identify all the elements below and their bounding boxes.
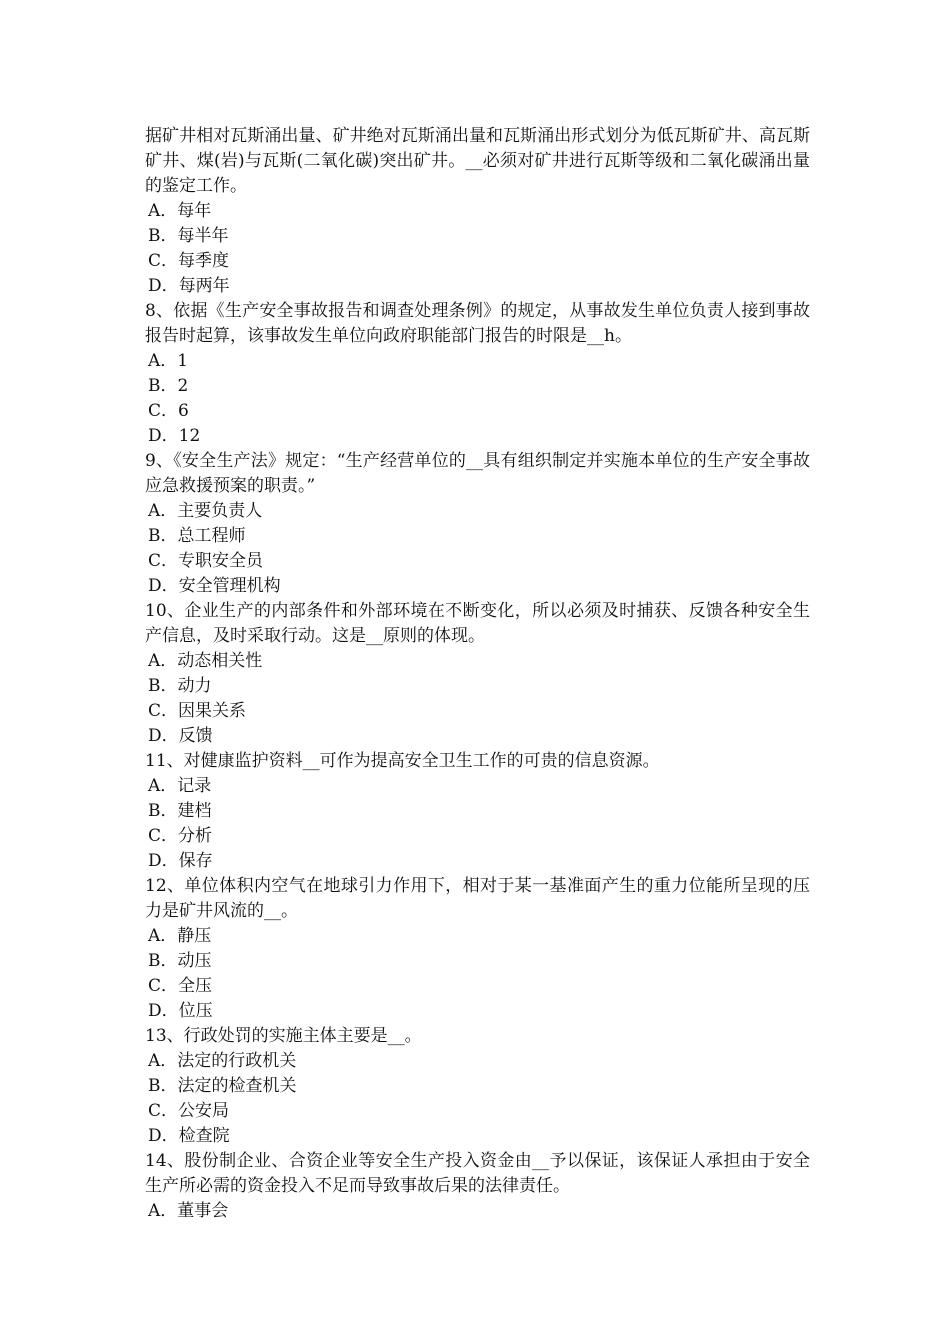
answer-option: B．动压 <box>148 951 212 971</box>
answer-option: B．动力 <box>148 676 212 696</box>
question-text: 13、行政处罚的实施主体主要是__。 <box>145 1026 422 1046</box>
question-text: 10、企业生产的内部条件和外部环境在不断变化，所以必须及时捕获、反馈各种安全生产信息，及时采取行动。这是__原则的体现。 <box>145 601 810 646</box>
answer-option: D．安全管理机构 <box>148 576 281 596</box>
document-body <box>145 124 810 1224</box>
question-text: 9、《安全生产法》规定：“生产经营单位的__具有组织制定并实施本单位的生产安全事故应急救援预案的职责。” <box>145 451 810 496</box>
answer-option: D．保存 <box>148 851 213 871</box>
answer-option: C．分析 <box>148 826 213 846</box>
answer-option: D．反馈 <box>148 726 213 746</box>
answer-option: C．每季度 <box>148 251 230 271</box>
question-text: 12、单位体积内空气在地球引力作用下，相对于某一基准面产生的重力位能所呈现的压力是矿井风流的__。 <box>145 876 810 921</box>
answer-option: B．2 <box>148 376 189 396</box>
question-text: 8、依据《生产安全事故报告和调查处理条例》的规定，从事故发生单位负责人接到事故报告时起算，该事故发生单位向政府职能部门报告的时限是__h。 <box>145 301 810 346</box>
question-text: 14、股份制企业、合资企业等安全生产投入资金由__予以保证，该保证人承担由于安全生产所必需的资金投入不足而导致事故后果的法律责任。 <box>145 1151 810 1196</box>
answer-option: C．因果关系 <box>148 701 247 721</box>
answer-option: C．公安局 <box>148 1101 230 1121</box>
answer-option: D．位压 <box>148 1001 213 1021</box>
answer-option: A．动态相关性 <box>148 651 263 671</box>
answer-option: B．每半年 <box>148 226 229 246</box>
answer-option: A．每年 <box>148 201 212 221</box>
answer-option: A．法定的行政机关 <box>148 1051 297 1071</box>
answer-option: B．总工程师 <box>148 526 246 546</box>
answer-option: A．董事会 <box>148 1201 229 1221</box>
answer-option: A．静压 <box>148 926 212 946</box>
answer-option: D．检查院 <box>148 1126 230 1146</box>
answer-option: C．专职安全员 <box>148 551 264 571</box>
answer-option: D．每两年 <box>148 276 230 296</box>
answer-option: A．1 <box>148 351 189 371</box>
answer-option: A．主要负责人 <box>148 501 263 521</box>
question-text: 11、对健康监护资料__可作为提高安全卫生工作的可贵的信息资源。 <box>145 751 660 771</box>
answer-option: A．记录 <box>148 776 212 796</box>
answer-option: B．建档 <box>148 801 212 821</box>
answer-option: B．法定的检查机关 <box>148 1076 297 1096</box>
question-text: 据矿井相对瓦斯涌出量、矿井绝对瓦斯涌出量和瓦斯涌出形式划分为低瓦斯矿井、高瓦斯矿井、煤(岩)与瓦斯(二氧化碳)突出矿井。__必须对矿井进行瓦斯等级和二氧化碳涌出量的鉴定工作。 <box>145 126 810 196</box>
answer-option: D．12 <box>148 426 201 446</box>
answer-option: C．全压 <box>148 976 213 996</box>
answer-option: C．6 <box>148 401 189 421</box>
